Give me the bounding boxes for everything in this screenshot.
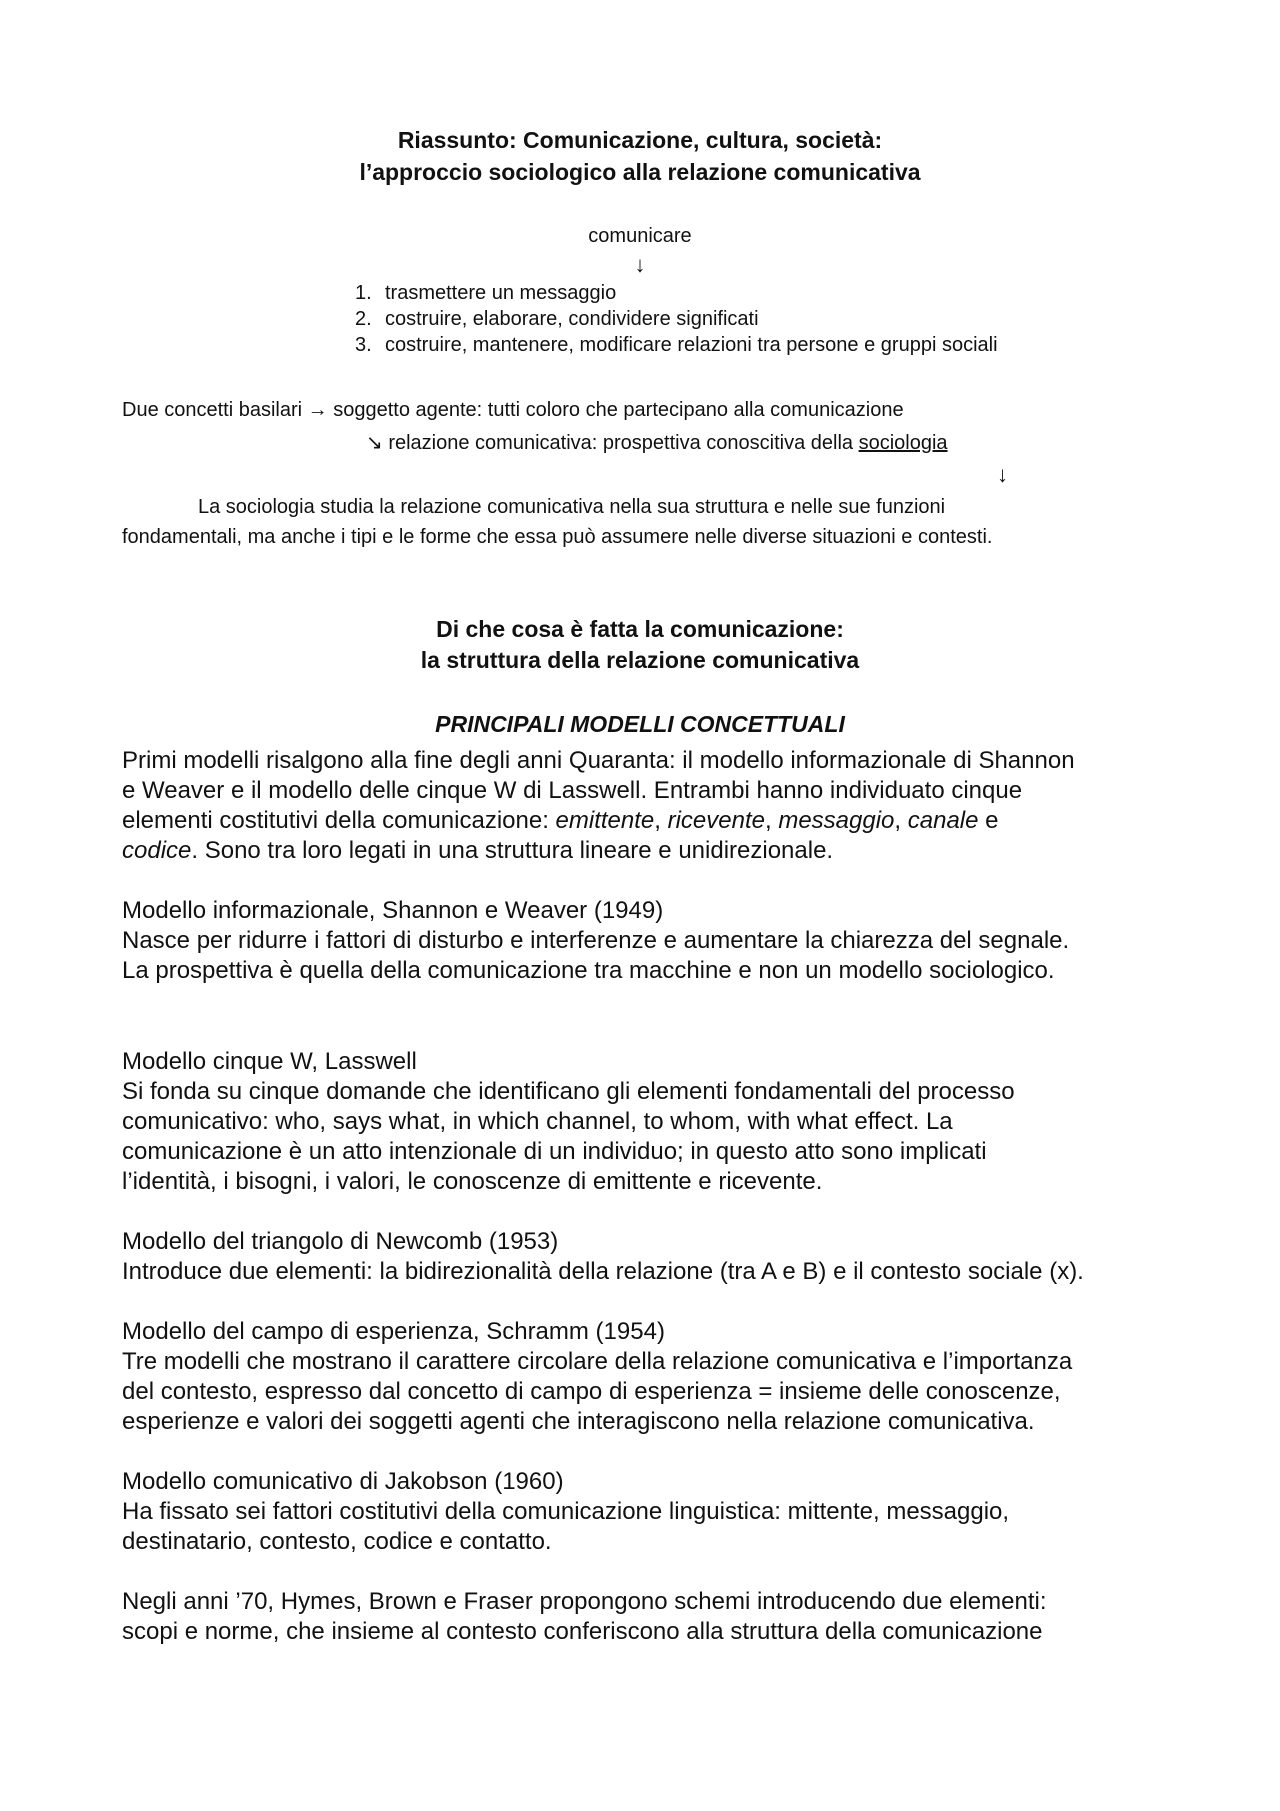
closing-line-1: Negli anni ’70, Hymes, Brown e Fraser propongono schemi introducendo due elementi: xyxy=(122,1588,1047,1615)
model-heading-shannon-weaver: Modello informazionale, Shannon e Weaver (1949) xyxy=(122,897,664,924)
model-heading-jakobson: Modello comunicativo di Jakobson (1960) xyxy=(122,1468,564,1495)
intro-line-2: e Weaver e il modello delle cinque W di Lasswell. Entrambi hanno individuato cinque xyxy=(122,777,1023,804)
diagram-item-text: costruire, elaborare, condividere significati xyxy=(385,308,759,330)
diagram-item-3 xyxy=(355,332,998,358)
model-text-line: Ha fissato sei fattori costitutivi della comunicazione linguistica: mittente, messaggio, xyxy=(122,1498,1010,1525)
down-arrow-icon: ↓ xyxy=(634,252,646,277)
diagram-item-number: 2. xyxy=(355,308,372,330)
diagram-item-number: 3. xyxy=(355,334,372,356)
closing-line-2: scopi e norme, che insieme al contesto conferiscono alla struttura della comunicazione xyxy=(122,1618,1043,1645)
model-text-line: Nasce per ridurre i fattori di disturbo e interferenze e aumentare la chiarezza del segnale. xyxy=(122,927,1070,954)
term-emittente: emittente xyxy=(555,807,655,834)
concept-relazione-comunicativa: relazione comunicativa: prospettiva conoscitiva della xyxy=(388,432,854,454)
term-codice: codice xyxy=(122,837,192,864)
concept-soggetto-agente: soggetto agente: tutti coloro che partecipano alla comunicazione xyxy=(333,399,904,421)
section-title-line-2: la struttura della relazione comunicativa xyxy=(420,647,860,673)
diagram-item-2 xyxy=(355,306,759,332)
diagram-item-number: 1. xyxy=(355,282,372,304)
intro-text: . Sono tra loro legati in una struttura lineare e unidirezionale. xyxy=(191,837,834,864)
model-text-line: comunicativo: who, says what, in which channel, to whom, with what effect. La xyxy=(122,1108,953,1135)
model-text-line: Si fonda su cinque domande che identificano gli elementi fondamentali del processo xyxy=(122,1078,1015,1105)
model-text-line: La prospettiva è quella della comunicazione tra macchine e non un modello sociologico. xyxy=(122,957,1055,984)
intro-line-3 xyxy=(122,806,999,837)
section-title-line-1: Di che cosa è fatta la comunicazione: xyxy=(436,616,844,642)
sociology-conclusion-line-1: La sociologia studia la relazione comunicativa nella sua struttura e nelle sue funzioni xyxy=(198,496,946,518)
document-title-line-2: l’approccio sociologico alla relazione comunicativa xyxy=(359,159,921,185)
separator: , xyxy=(894,807,908,834)
model-text-line: esperienze e valori dei soggetti agenti che interagiscono nella relazione comunicativa. xyxy=(122,1408,1035,1435)
sociology-conclusion-line-2: fondamentali, ma anche i tipi e le forme che essa può assumere nelle diverse situazioni e contesti. xyxy=(122,526,993,548)
model-text-line: Introduce due elementi: la bidirezionalità della relazione (tra A e B) e il contesto sociale (x). xyxy=(122,1258,1084,1285)
intro-line-1: Primi modelli risalgono alla fine degli anni Quaranta: il modello informazionale di Shannon xyxy=(122,747,1075,774)
term-messaggio: messaggio xyxy=(778,807,895,834)
separator: , xyxy=(654,807,668,834)
concepts-label: Due concetti basilari xyxy=(122,399,303,421)
section-subtitle: PRINCIPALI MODELLI CONCETTUALI xyxy=(435,711,845,737)
model-text-line: l’identità, i bisogni, i valori, le conoscenze di emittente e ricevente. xyxy=(122,1168,823,1195)
sociologia-underlined: sociologia xyxy=(858,432,948,454)
model-heading-lasswell: Modello cinque W, Lasswell xyxy=(122,1048,417,1075)
model-text-line: del contesto, espresso dal concetto di campo di esperienza = insieme delle conoscenze, xyxy=(122,1378,1061,1405)
term-ricevente: ricevente xyxy=(667,807,765,834)
diagram-item-text: costruire, mantenere, modificare relazioni tra persone e gruppi sociali xyxy=(385,334,998,356)
intro-line-4 xyxy=(122,836,833,867)
concepts-line-2 xyxy=(366,430,948,456)
right-arrow-icon: → xyxy=(307,399,328,421)
model-heading-schramm: Modello del campo di esperienza, Schramm (1954) xyxy=(122,1318,665,1345)
model-text-line: comunicazione è un atto intenzionale di un individuo; in questo atto sono implicati xyxy=(122,1138,987,1165)
document-title-line-1: Riassunto: Comunicazione, cultura, società: xyxy=(397,127,883,153)
diagram-item-text: trasmettere un messaggio xyxy=(385,282,617,304)
separator: e xyxy=(978,807,999,834)
concepts-line-1 xyxy=(122,397,904,423)
intro-text: elementi costitutivi della comunicazione: xyxy=(122,807,556,834)
diagram-root: comunicare xyxy=(588,225,692,247)
model-text-line: destinatario, contesto, codice e contatto. xyxy=(122,1528,552,1555)
model-heading-newcomb: Modello del triangolo di Newcomb (1953) xyxy=(122,1228,559,1255)
diagonal-arrow-icon: ↘ xyxy=(366,432,383,454)
term-canale: canale xyxy=(907,807,979,834)
model-text-line: Tre modelli che mostrano il carattere circolare della relazione comunicativa e l’importanza xyxy=(122,1348,1073,1375)
separator: , xyxy=(765,807,779,834)
diagram-item-1 xyxy=(355,280,616,306)
down-arrow-icon: ↓ xyxy=(997,462,1008,487)
